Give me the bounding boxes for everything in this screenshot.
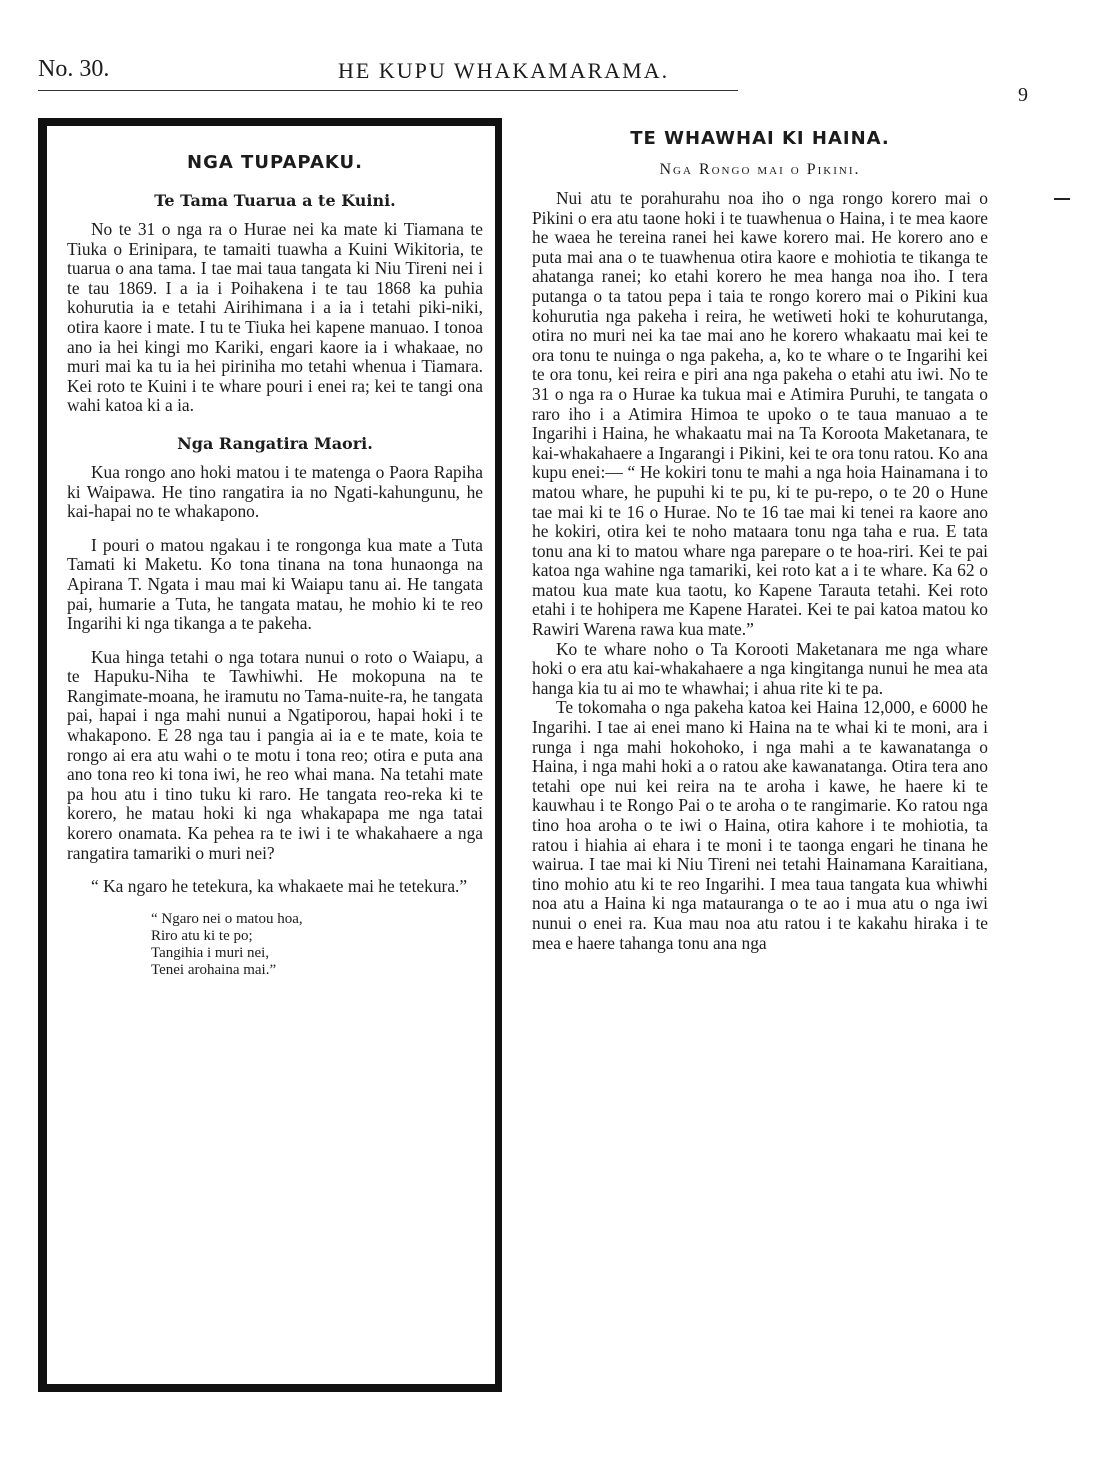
issue-number: No. 30. [38, 56, 110, 82]
article-subtitle: Nga Rongo mai o Pikini. [659, 161, 861, 178]
paragraph-paora-rapiha: Kua rongo ano hoki matou i te matenga o Paora Rapiha ki Waipawa. He tino rangatira ia no Ngati-kahungunu, he kai-hapai no te whakapono. [67, 461, 483, 522]
paragraph-foreigners: Te tokomaha o nga pakeha katoa kei Haina 12,000, e 6000 he Ingarihi. I tae ai enei mano ki Haina na te whai ki te moni, ara i runga i nga mahi hokohoko, i nga mahi a te kawanatanga o Haina, i nga mahi hoki a o ratou ake kawanatanga. Otira tera ano tetahi ope nui kei reira na te aroha i kawe, he haere ki te kauwhau i te Rongo Pai o te aroha o te rangimarie. Ko ratou nga tino hoa aroha o te iwi o Haina, otira kahore i te mohiotia, ta ratou i hiahia ai ehara i te moni i te taonga engari he tinana he wairua. I tae mai ki Niu Tireni nei tetahi Hainamana Karaitiana, tino mohio atu ki te reo Ingarihi. I mea taua tangata kua whiwhi noa atu a Haina ki nga matauranga o te ao i mua atu o nga iwi nunui o enei ra. Kua mau noa atu ratou i te kakahu hiraka i te mea e haere tahanga tonu ana nga [532, 697, 988, 953]
margin-mark [1054, 198, 1070, 200]
publication-title: HE KUPU WHAKAMARAMA. [338, 58, 670, 83]
poem-line: Riro atu ki te po; [151, 927, 253, 944]
proverb: “ Ka ngaro he tetekura, ka whakaete mai he tetekura.” [91, 876, 468, 897]
poem-line: Tangihia i muri nei, [151, 944, 270, 961]
lament-poem [151, 911, 483, 979]
article-title: TE WHAWHAI KI HAINA. [630, 128, 890, 149]
obituary-box [38, 118, 502, 1392]
obituary-content [67, 140, 483, 979]
paragraph-legation: Ko te whare noho o Ta Korooti Maketanara me nga whare hoki o era atu kai-whakahaere a nga kingitanga nunui he mea ata hanga kia tu ai mo te whawhai; i ahua rite ki te pa. [532, 638, 988, 698]
paragraph-hapuku-niha: Kua hinga tetahi o nga totara nunui o roto o Waiapu, a te Hapuku-Niha te Tawhiwhi. He mokopuna na te Rangimate-moana, he iramutu no Tama-nuite-ra, he tangata pai, hapai i nga mahi nunui a Ngatiporou, hapai hoki i te whakapono. E 28 nga tau i pangia ai ia e te mate, koia te rongo ai era atu wahi o te motu i tona reo; otira e puta ana ano tona reo ki tona iwi, he reo whai mana. Na tetahi mate pa hou atu i tino tuku ki raro. He tangata reo-reka ki te korero, he matau hoki ki nga whakapapa me nga tatai korero onamata. Ka pehea ra te iwi i te whakahaere a nga rangatira tamariki o muri nei? [67, 646, 483, 863]
war-article [532, 128, 988, 953]
obituary-title: NGA TUPAPAKU. [187, 152, 363, 173]
poem-line: Tenei arohaina mai.” [151, 961, 277, 978]
section-heading-maori-chiefs: Nga Rangatira Maori. [177, 433, 373, 453]
header-rule [38, 90, 738, 91]
section-heading-queen-son: Te Tama Tuarua a te Kuini. [154, 191, 396, 210]
poem-line: “ Ngaro nei o matou hoa, [151, 910, 303, 927]
paragraph-tuta-tamati: I pouri o matou ngakau i te rongonga kua mate a Tuta Tamati ki Maketu. Ko tona tinana na tona hunaonga na Apirana T. Ngata i mau mai ki Waiapu tanu ai. He tangata pai, humarie a Tuta, he tangata matau, he mohio ki te reo Ingarihi ki nga tikanga a te pakeha. [67, 534, 483, 634]
paragraph-duke: No te 31 o nga ra o Hurae nei ka mate ki Tiamana te Tiuka o Erinipara, te tamaiti tuawha a Kuini Wikitoria, te tuarua o ana tama. I tae mai taua tangata ki Niu Tireni nei i te tau 1869. I a ia i Poihakena i te tau 1868 ka puhia kohurutia ia e tetahi Airihimana i a ia i tetahi piki-niki, otira kaore i mate. I tu te Tiuka hei kapene manuao. I tonoa ano ia hei kingi mo Kariki, engari kaore ia i whakaae, no muri mai ka tu ia hei piriniha mo tetahi whenua i Tiamara. Kei roto te Kuini i te whare pouri i enei ra; kei te tangi ona wahi katoa ki a ia. [67, 219, 483, 416]
page-number: 9 [1018, 84, 1028, 106]
paragraph-peking-news: Nui atu te porahurahu noa iho o nga rongo korero mai o Pikini o era atu taone hoki i te tuawhenua o Haina, i te mea kaore he waea he tereina ranei hei kawe korero mai. He korero ano e puta mai ana o te tuawhenua otira kaore e mohiotia te tikanga te ahatanga ranei; ko etahi korero he mea hanga noa iho. I tera putanga o ta tatou pepa i taia te rongo korero mai o Pikini kua kohurutia nga pakeha i reira, he wetiweti hoki te kohurutanga, otira no muri nei ka tae mai ano he korero whakaatu mai kei te ora tonu te nuinga o nga pakeha, a, ko te whare o te Ingarihi kei te ora tonu, kei reira e piri ana nga pakeha o etahi atu iwi. No te 31 o nga ra o Hurae ka tukua mai e Atimira Puruhi, te tangata o raro iho i a Atimira Himoa te upoko o te taua manuao a te Ingarihi i Haina, he whakaatu mai na Ta Koroota Maketanara, te kai-whakahaere a Ingarangi i Pikini, kei te ora tonu ratou. Ko ana kupu enei:— “ He kokiri tonu te mahi a nga hoia Hainamana i to matou whare, he pupuhi ki te pu, ki te pu-repo, o te 20 o Hune tae mai ki te 16 o Hurae. No te 16 tae mai ki tenei ra kaore ano he kokiri, otira kei te noho mataara tonu nga taha e rua. E tata tonu ana ki to matou whare nga parepare o te hoa-riri. Kei te pai katoa nga wahine nga tamariki, kei roto kat a i te whare. Ka 62 o matou kua mate kua taotu, ko Kapene Tarauta tetahi. Kei roto etahi i te hohipera me Kapene Haratei. Kei te pai katoa matou ko Rawiri Warena rawa kua mate.” [532, 188, 988, 640]
page-header [38, 56, 1038, 106]
